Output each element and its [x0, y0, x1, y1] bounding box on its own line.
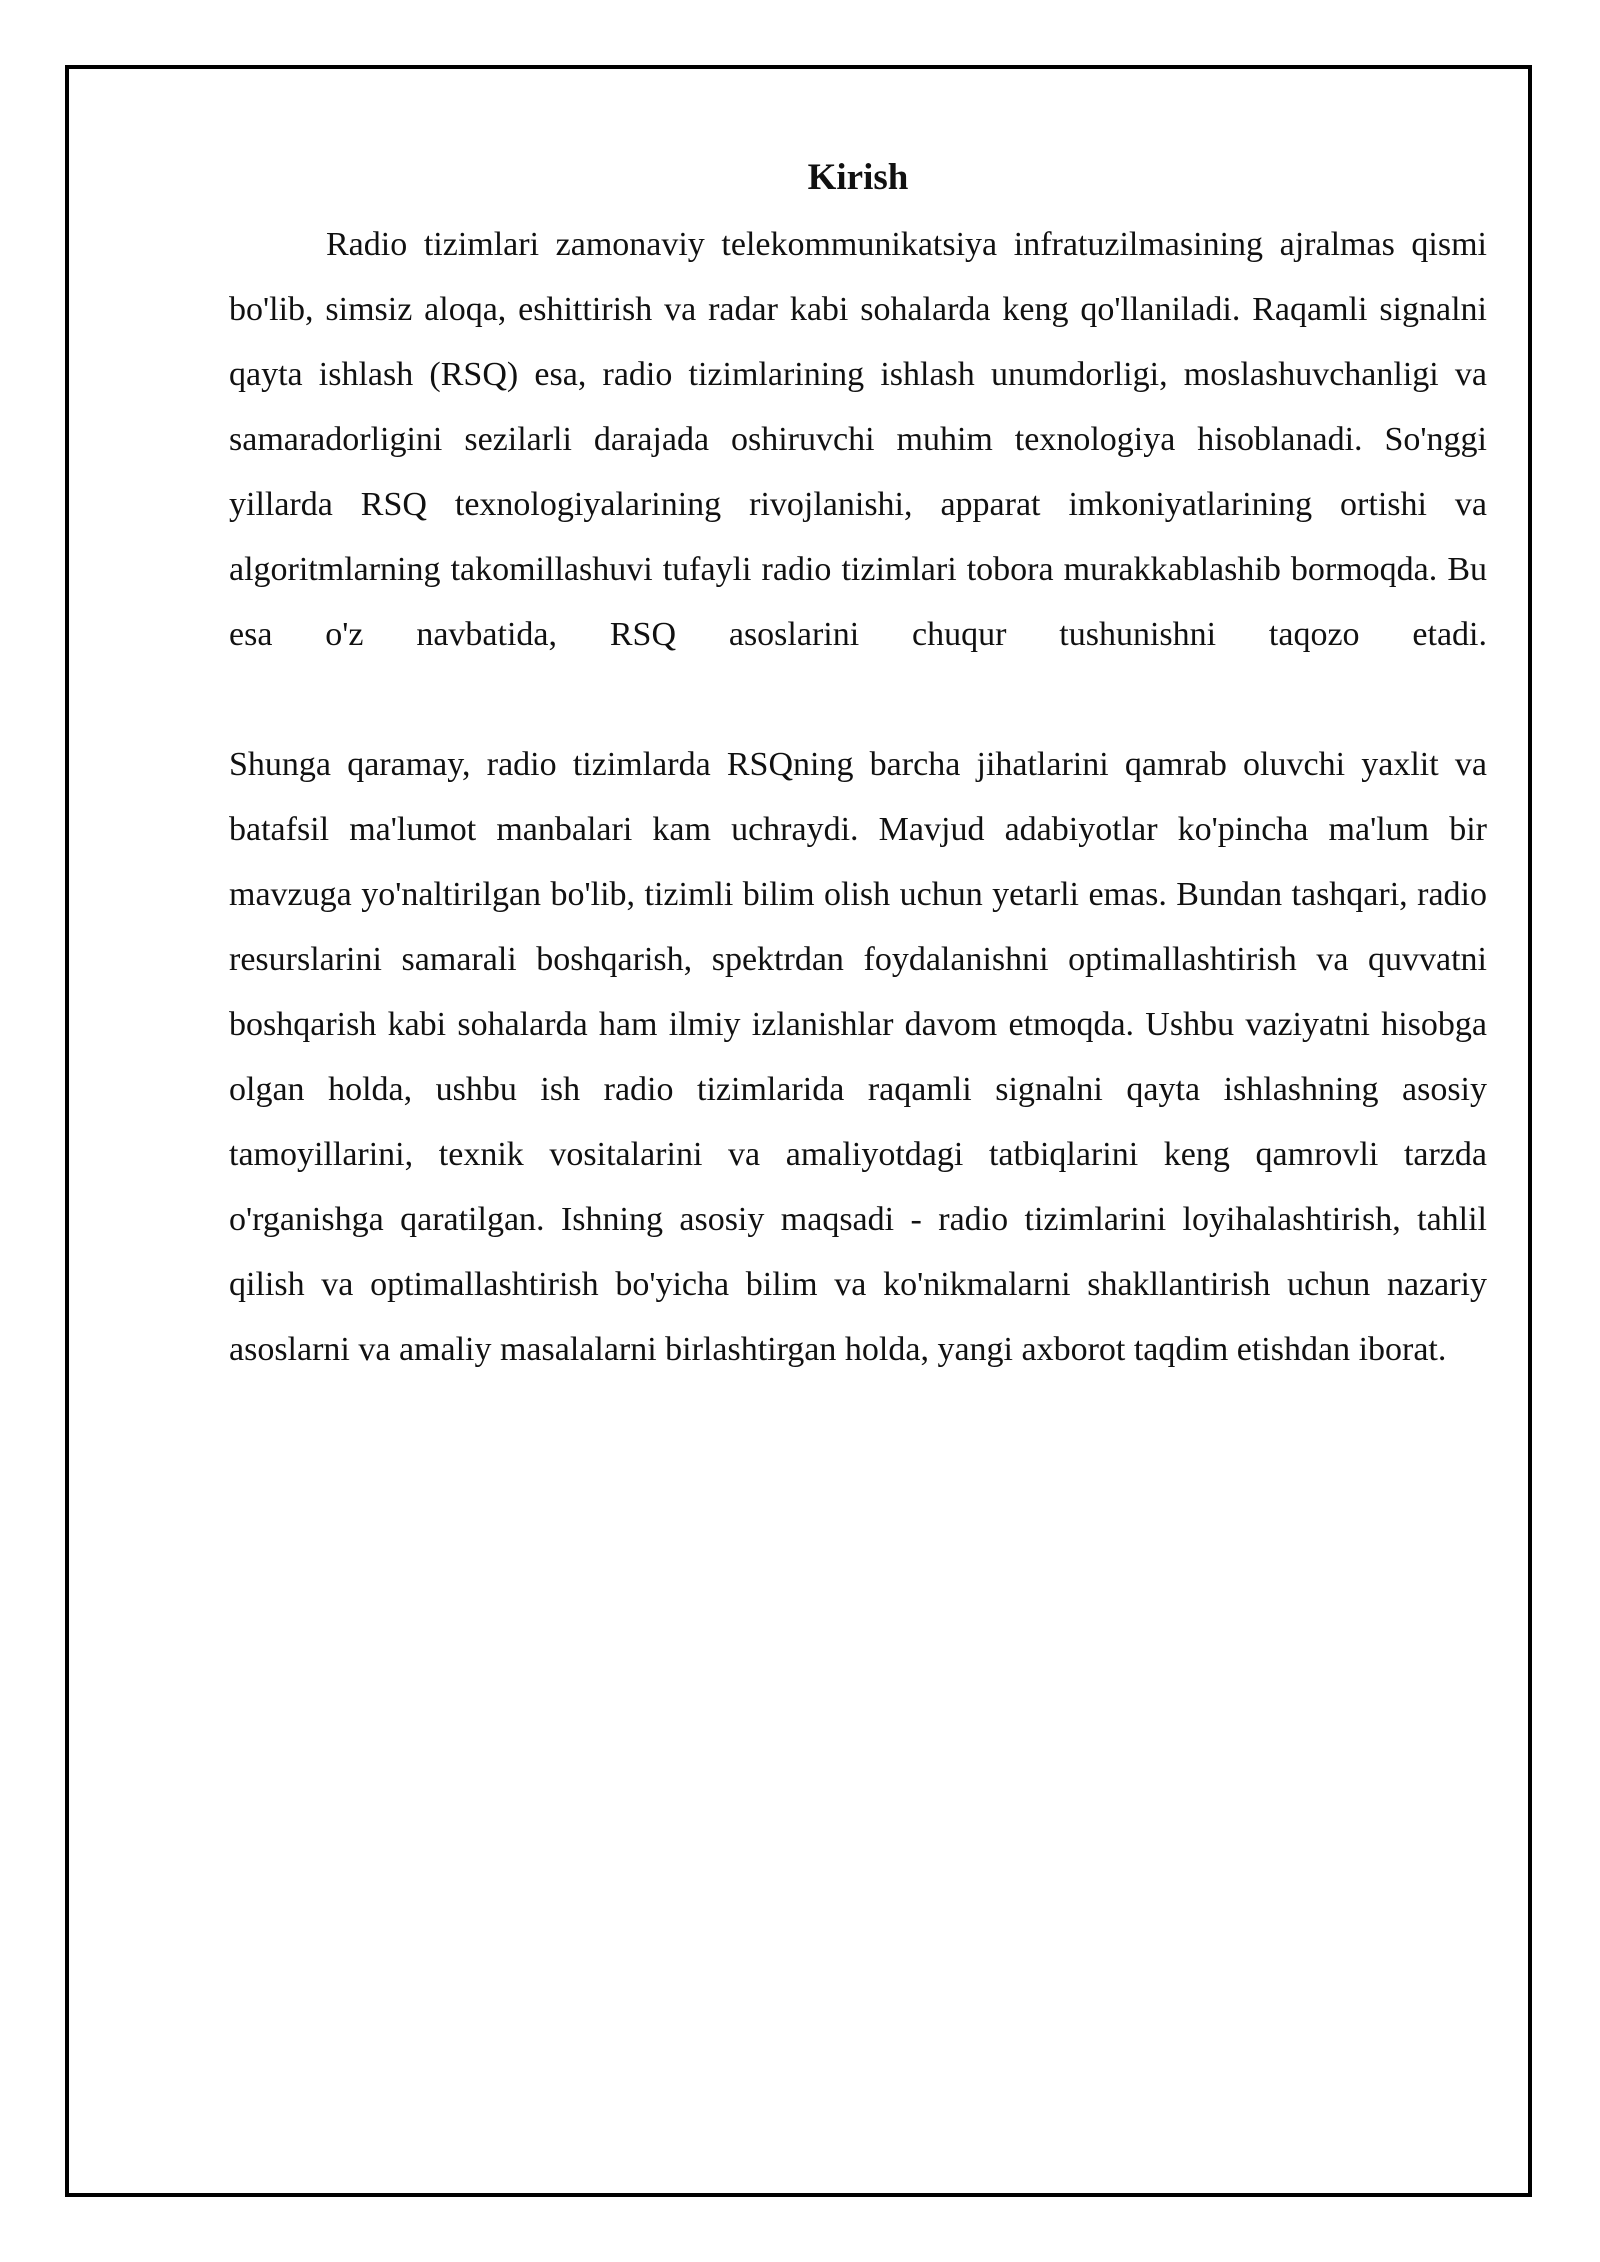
section-title: Kirish [807, 157, 909, 198]
paragraph-second: Shunga qaramay, radio tizimlarda RSQning barcha jihatlarini qamrab oluvchi yaxlit va batafsil ma'lumot manbalari kam uchraydi. Mavjud adabiyotlar ko'pincha ma'lum bir mavzuga yo'naltirilgan bo'lib, tizimli bilim olish uchun yetarli emas. Bundan tashqari, radio resurslarini samarali boshqarish, spektrdan foydalanishni optimallashtirish va quvvatni boshqarish kabi sohalarda ham ilmiy izlanishlar davom etmoqda. Ushbu vaziyatni hisobga olgan holda, ushbu ish radio tizimlarida raqamli signalni qayta ishlashning asosiy tamoyillarini, texnik vositalarini va amaliyotdagi tatbiqlarini keng qamrovli tarzda o'rganishga qaratilgan. Ishning asosiy maqsadi - radio tizimlarini loyihalashtirish, tahlil qilish va optimallashtirish bo'yicha bilim va ko'nikmalarni shakllantirish uchun nazariy asoslarni va amaliy masalalarni birlashtirgan holda, yangi axborot taqdim etishdan iborat. [229, 746, 1487, 1368]
document-body [229, 148, 1487, 1382]
paragraph-intro: Radio tizimlari zamonaviy telekommunikatsiya infratuzilmasining ajralmas qismi bo'lib, simsiz aloqa, eshittirish va radar kabi sohalarda keng qo'llaniladi. Raqamli signalni qayta ishlash (RSQ) esa, radio tizimlarining ishlash unumdorligi, moslashuvchanligi va samaradorligini sezilarli darajada oshiruvchi muhim texnologiya hisoblanadi. So'nggi yillarda RSQ texnologiyalarining rivojlanishi, apparat imkoniyatlarining ortishi va algoritmlarning takomillashuvi tufayli radio tizimlari tobora murakkablashib bormoqda. Bu esa o'z navbatida, RSQ asoslarini chuqur tushunishni taqozo etadi. [229, 226, 1487, 653]
